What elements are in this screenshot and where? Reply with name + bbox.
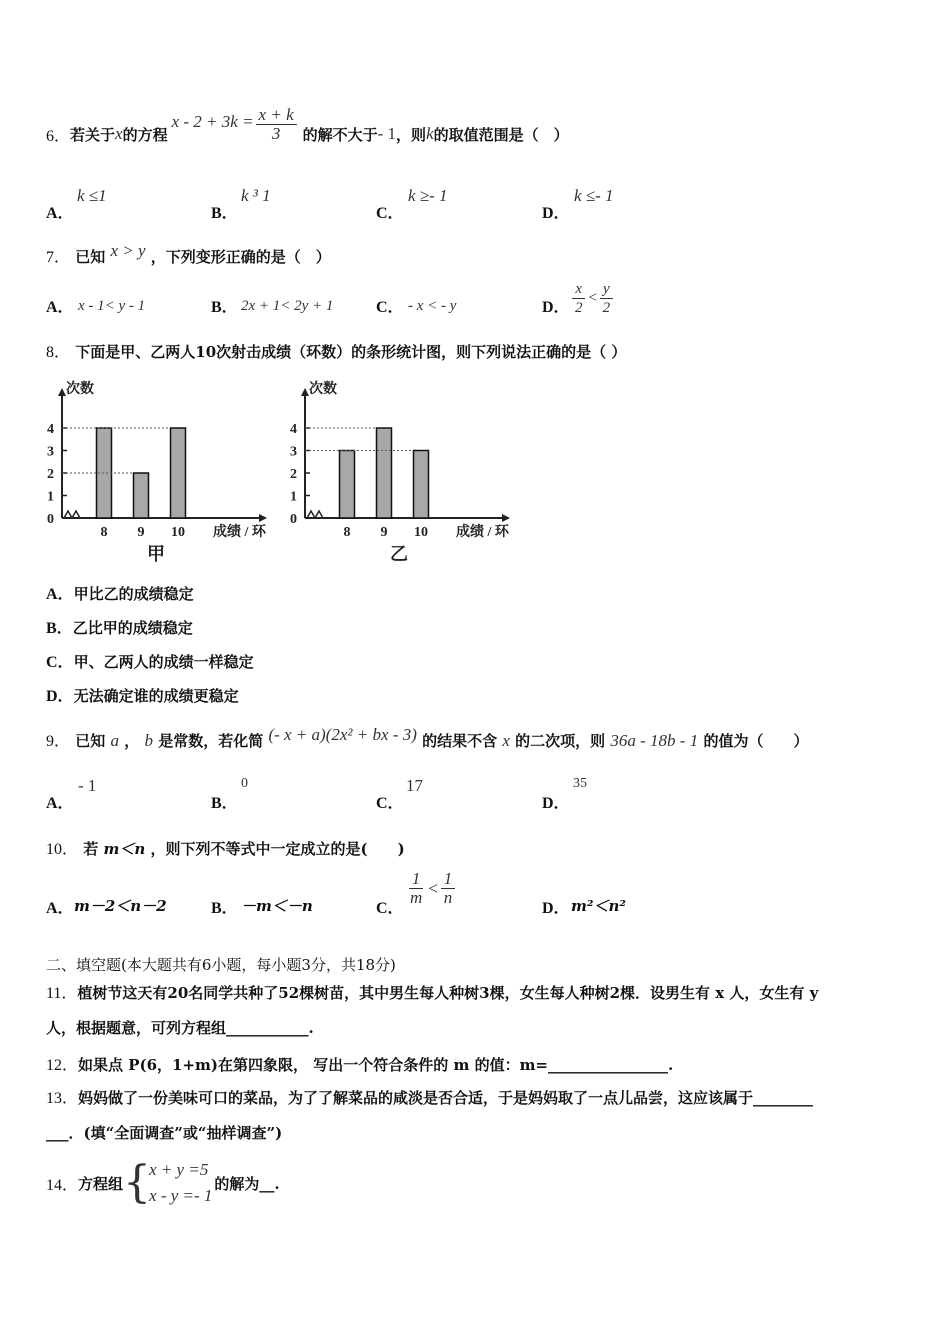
y-tick-label: 3 bbox=[290, 444, 297, 460]
y-axis-arrow bbox=[301, 388, 309, 396]
q8-stem: 8． 下面是甲、乙两人10次射击成绩（环数）的条形统计图，则下列说法正确的是（ ） bbox=[46, 343, 627, 361]
system-brace: { bbox=[123, 1157, 152, 1208]
q9-number: 9． bbox=[46, 733, 71, 750]
x-axis-label: 成绩 / 环 bbox=[456, 525, 509, 540]
x-axis-arrow bbox=[259, 514, 267, 522]
q13-line2: ___．(填“全面调查”或“抽样调查”) bbox=[46, 1124, 283, 1142]
chart-title: 甲 bbox=[147, 544, 165, 564]
q6-stem: 6． 若关于 x 的方程 x - 2 + 3k = $\frac{x + k}{3}$ 的解不大于 - 1 ，则 k 的取值范围是（ ） bbox=[46, 104, 569, 145]
q8-option-d[interactable]: D．无法确定谁的成绩更稳定 bbox=[46, 687, 239, 705]
q7-number: 7． bbox=[46, 249, 71, 266]
q11-number: 11． bbox=[46, 985, 78, 1002]
q6-equation: x - 2 + 3k = bbox=[171, 112, 254, 131]
bar-9 bbox=[377, 428, 392, 518]
q6-number: 6． bbox=[46, 127, 71, 145]
q8-option-c[interactable]: C．甲、乙两人的成绩一样稳定 bbox=[46, 653, 254, 671]
y-tick-label: 2 bbox=[290, 467, 297, 482]
y-axis-label: 次数 bbox=[66, 382, 94, 397]
q8-number: 8． bbox=[46, 344, 71, 361]
y-axis-label: 次数 bbox=[309, 382, 337, 397]
axis-break bbox=[307, 511, 323, 518]
y-tick-label: 1 bbox=[47, 489, 54, 505]
y-tick-label: 4 bbox=[47, 422, 54, 437]
y-tick-label: 2 bbox=[47, 467, 54, 482]
q13-number: 13． bbox=[46, 1090, 79, 1107]
q9-stem: 9． 已知 a ， b 是常数，若化简 (- x + a)(2x² + bx - 3) 的结果不含 x 的二次项，则 36a - 18b - 1 的值为（ ） bbox=[46, 725, 809, 750]
x-axis-arrow bbox=[502, 514, 510, 522]
x-tick-label: 10 bbox=[414, 525, 428, 540]
q7-stem: 7． 已知 x > y ，下列变形正确的是（ ） bbox=[46, 241, 331, 266]
q11-line2: 人，根据题意，可列方程组___________. bbox=[46, 1019, 314, 1037]
bar-8 bbox=[340, 451, 355, 519]
bar-9 bbox=[134, 473, 149, 518]
axis-break bbox=[64, 511, 80, 518]
y-tick-label: 0 bbox=[47, 512, 54, 527]
q14-number: 14． bbox=[46, 1176, 79, 1194]
q11-line1: 11．植树节这天有20名同学共种了52棵树苗，其中男生每人种树3棵，女生每人种树2棵．设男生有 x 人，女生有 y bbox=[46, 984, 819, 1002]
bar-10 bbox=[414, 451, 429, 519]
y-axis-arrow bbox=[58, 388, 66, 396]
q13-line1: 13．妈妈做了一份美味可口的菜品，为了了解菜品的咸淡是否合适，于是妈妈取了一点儿品尝，这应该属于________ bbox=[46, 1089, 814, 1107]
q6-fraction: $\frac{x + k}{3}$ bbox=[256, 106, 297, 143]
equation-system: x + y =5 x - y =- 1 bbox=[149, 1160, 213, 1205]
bar-10 bbox=[171, 428, 186, 518]
q14-stem: 14． 方程组 { x + y =5 x - y =- 1 的解为__. bbox=[46, 1157, 280, 1208]
x-tick-label: 9 bbox=[137, 525, 145, 540]
x-tick-label: 9 bbox=[380, 525, 388, 540]
q8-option-a[interactable]: A．甲比乙的成绩稳定 bbox=[46, 585, 194, 603]
q8-option-b[interactable]: B．乙比甲的成绩稳定 bbox=[46, 619, 193, 637]
q10-number: 10． bbox=[46, 841, 79, 858]
y-tick-label: 0 bbox=[290, 512, 297, 527]
y-tick-label: 3 bbox=[47, 444, 54, 460]
q9-expression: (- x + a)(2x² + bx - 3) bbox=[268, 725, 417, 744]
y-tick-label: 1 bbox=[290, 489, 297, 505]
x-axis-label: 成绩 / 环 bbox=[213, 525, 266, 540]
q10-stem: 10． 若 m＜n ，则下列不等式中一定成立的是( ) bbox=[46, 840, 405, 858]
q12-stem: 12．如果点 P(6，1+m)在第四象限， 写出一个符合条件的 m 的值：m=________________. bbox=[46, 1056, 674, 1074]
q12-number: 12． bbox=[46, 1057, 79, 1074]
x-tick-label: 8 bbox=[100, 525, 108, 540]
x-tick-label: 10 bbox=[171, 525, 185, 540]
chart-jia bbox=[40, 372, 280, 567]
chart-title: 乙 bbox=[390, 544, 408, 564]
y-tick-label: 4 bbox=[290, 422, 297, 437]
x-tick-label: 8 bbox=[343, 525, 351, 540]
section-heading: 二、填空题(本大题共有6小题，每小题3分，共18分) bbox=[46, 956, 396, 974]
chart-yi bbox=[283, 372, 523, 567]
